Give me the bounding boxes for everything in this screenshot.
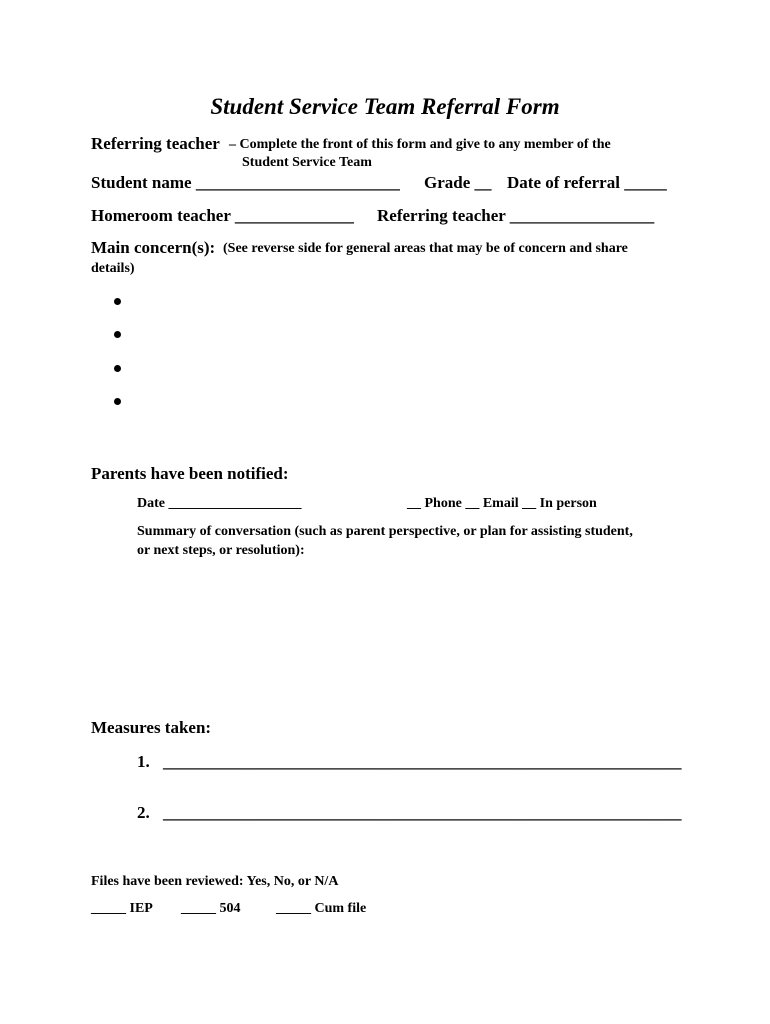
referring-instruction-line1: – Complete the front of this form and give to any member of the [229, 137, 611, 152]
summary-line1: Summary of conversation (such as parent perspective, or plan for assisting student, [137, 524, 633, 539]
concern-bullet-1 [114, 298, 121, 305]
files-reviewed-heading: Files have been reviewed: Yes, No, or N/A [91, 874, 339, 889]
contact-method-options[interactable]: __ Phone __ Email __ In person [407, 496, 597, 511]
parents-notified-heading: Parents have been notified: [91, 464, 289, 483]
measure-1-line[interactable]: _____________________________________________________________ [163, 752, 682, 771]
concern-bullet-3 [114, 365, 121, 372]
504-field[interactable]: _____ 504 [181, 901, 241, 916]
measures-taken-heading: Measures taken: [91, 718, 212, 737]
date-of-referral-field[interactable]: Date of referral _____ [507, 173, 667, 192]
concern-bullet-2 [114, 331, 121, 338]
referring-instruction-line2: Student Service Team [242, 155, 372, 170]
referring-teacher-field[interactable]: Referring teacher _________________ [377, 206, 655, 225]
summary-line2: or next steps, or resolution): [137, 543, 305, 558]
iep-field[interactable]: _____ IEP [91, 901, 153, 916]
student-name-field[interactable]: Student name ________________________ [91, 173, 400, 192]
grade-field[interactable]: Grade __ [424, 173, 492, 192]
parent-contact-date-field[interactable]: Date ___________________ [137, 496, 302, 511]
cum-file-field[interactable]: _____ Cum file [276, 901, 367, 916]
homeroom-teacher-field[interactable]: Homeroom teacher ______________ [91, 206, 354, 225]
form-title: Student Service Team Referral Form [210, 94, 560, 119]
measure-2-line[interactable]: _____________________________________________________________ [163, 803, 682, 822]
main-concern-note-line2: details) [91, 261, 135, 276]
main-concern-note-line1: (See reverse side for general areas that may be of concern and share [223, 241, 628, 256]
main-concern-label: Main concern(s): [91, 238, 216, 257]
concern-bullet-4 [114, 398, 121, 405]
measure-2-number: 2. [137, 803, 150, 822]
measure-1-number: 1. [137, 752, 150, 771]
referring-teacher-label: Referring teacher [91, 134, 220, 153]
